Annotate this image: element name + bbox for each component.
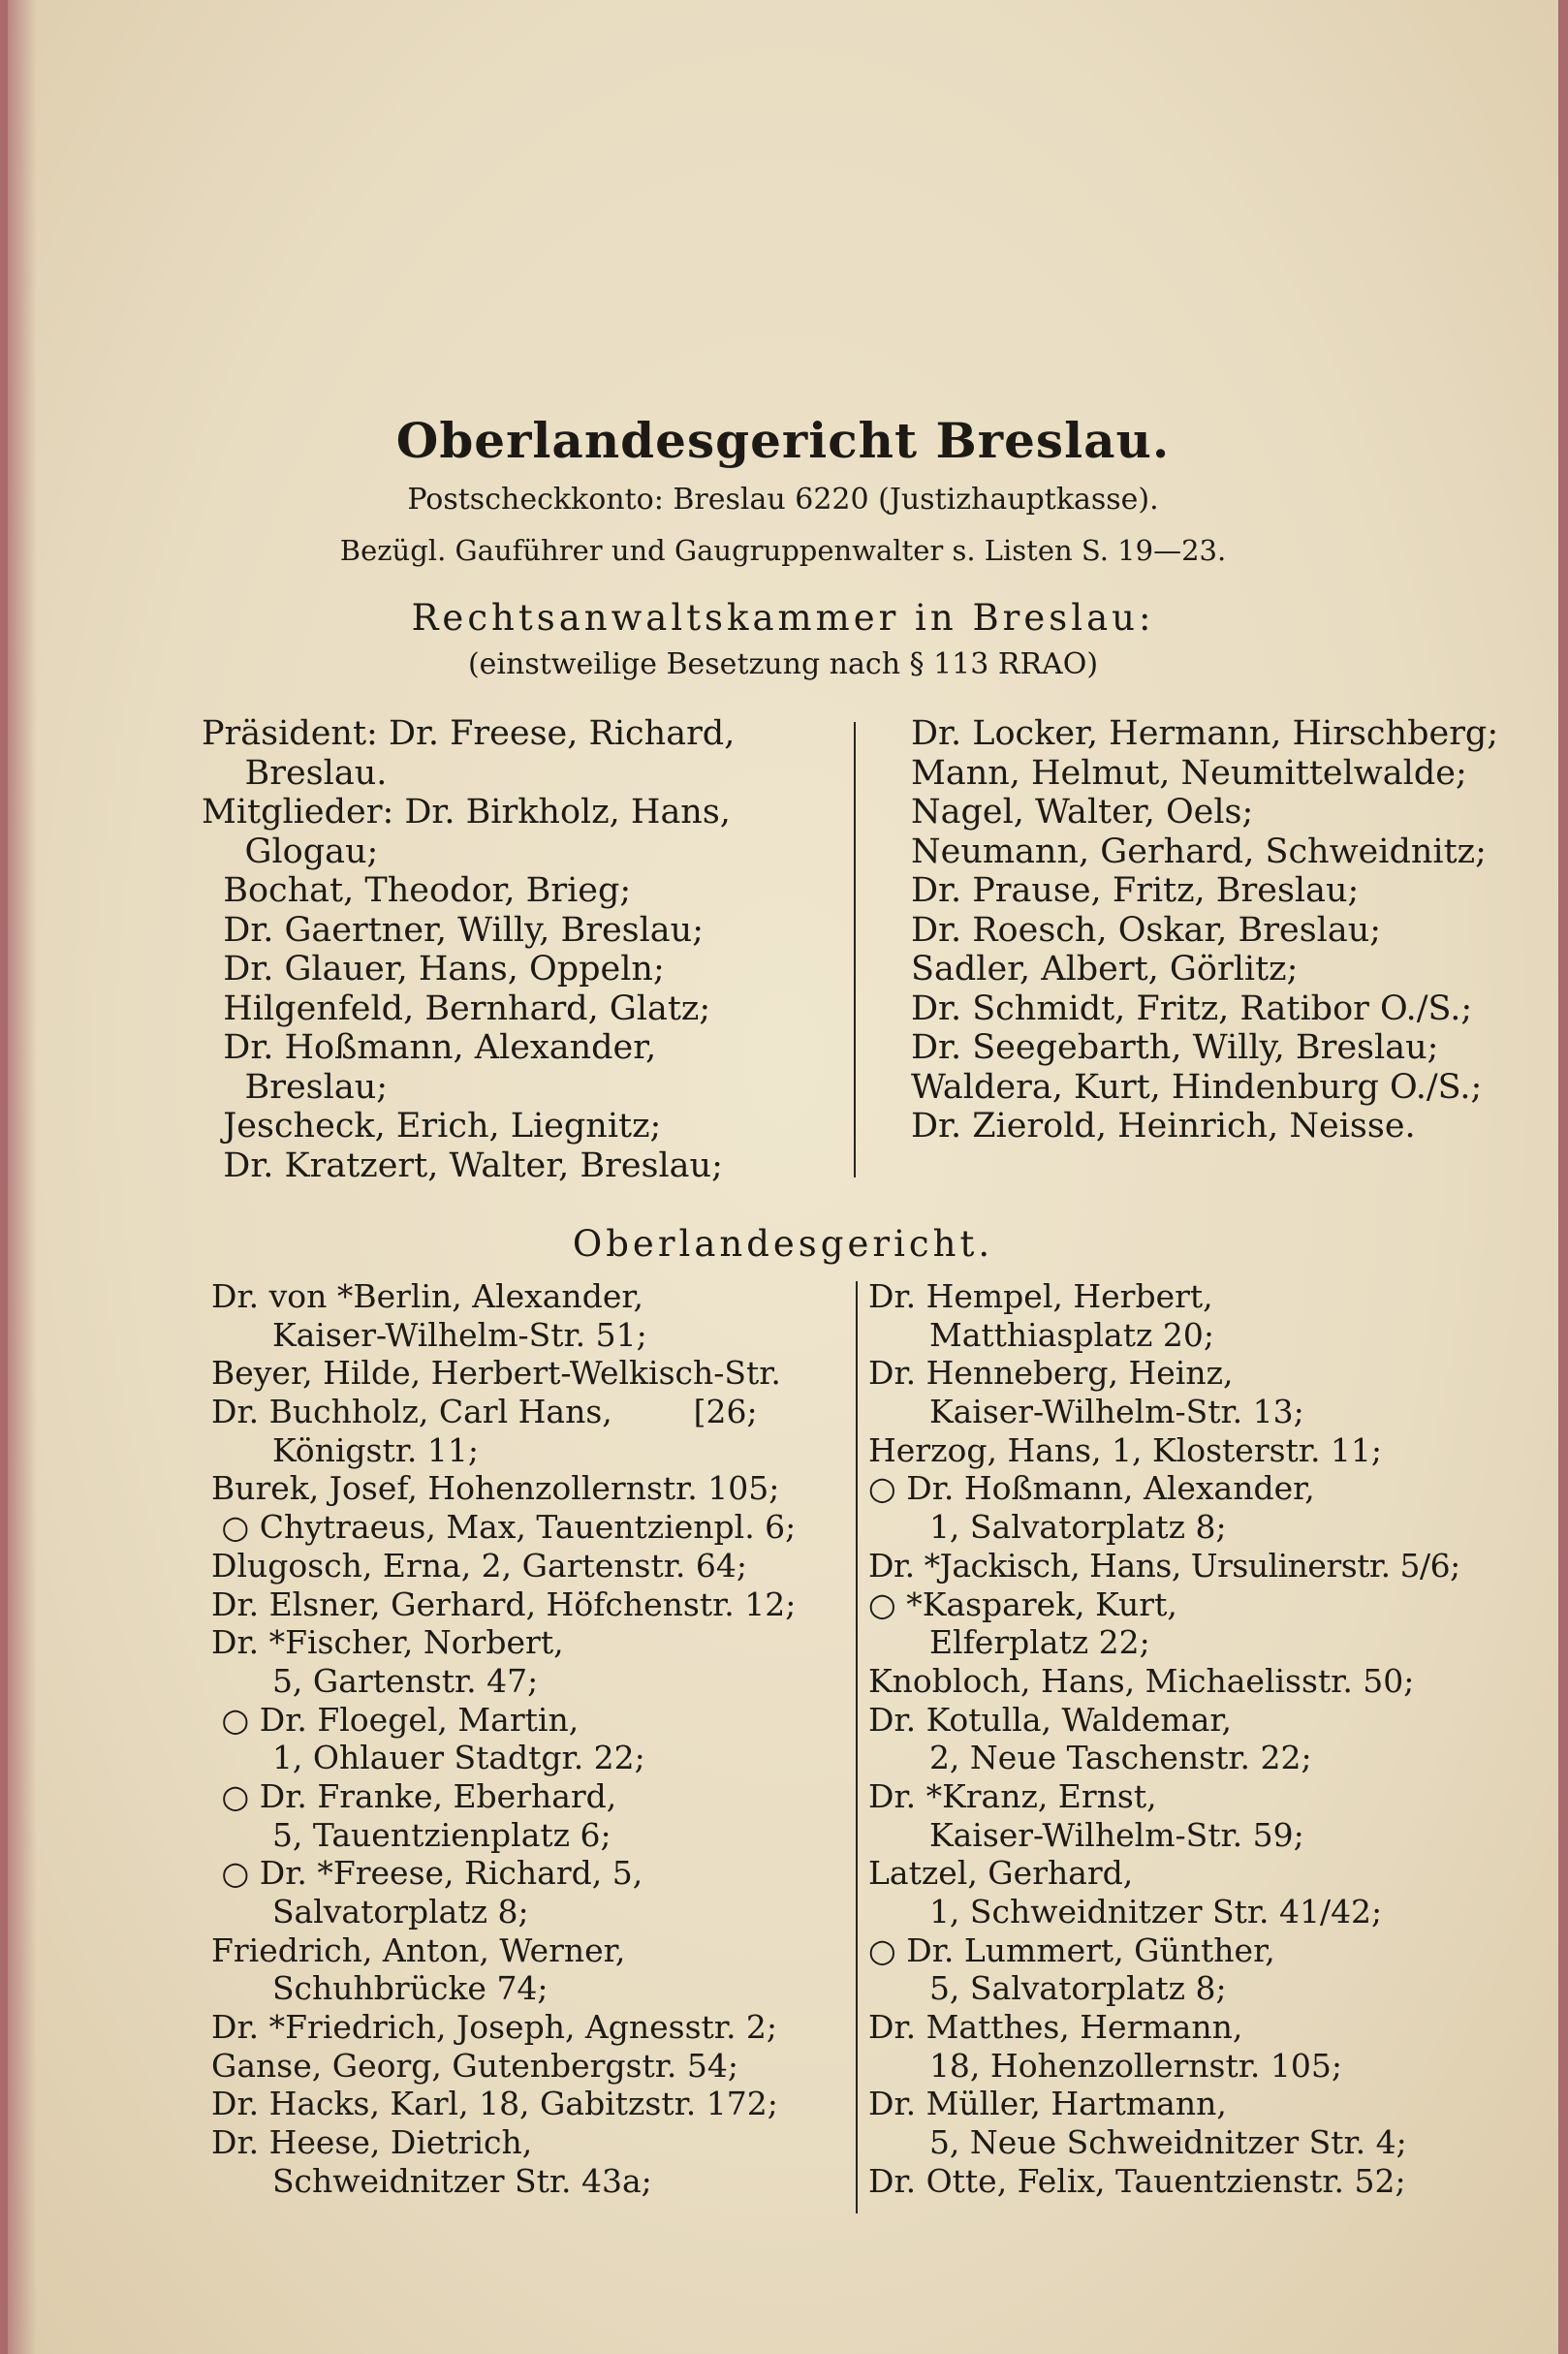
list-item: Dlugosch, Erna, 2, Gartenstr. 64; <box>211 1546 747 1585</box>
list-item: Schweidnitzer Str. 43a; <box>211 2161 652 2200</box>
list-item: Breslau. <box>202 753 388 793</box>
list-item: Neumann, Gerhard, Schweidnitz; <box>911 832 1487 871</box>
list-item: Dr. Hoßmann, Alexander, <box>202 1028 657 1067</box>
list-item: ○ Dr. Franke, Eberhard, <box>211 1776 617 1815</box>
list-item: Mitglieder: Dr. Birkholz, Hans, <box>202 793 731 832</box>
list-item: Friedrich, Anton, Werner, <box>211 1930 626 1969</box>
list-item: Dr. Locker, Hermann, Hirschberg; <box>911 714 1499 753</box>
list-item: Burek, Josef, Hohenzollernstr. 105; <box>211 1469 780 1508</box>
list-item: ○ *Kasparek, Kurt, <box>868 1585 1177 1623</box>
list-item: 5, Gartenstr. 47; <box>211 1661 539 1700</box>
chamber-column-divider <box>854 722 856 1177</box>
list-item: Bochat, Theodor, Brieg; <box>202 871 632 910</box>
court-column-divider <box>856 1281 858 2213</box>
list-item: Schuhbrücke 74; <box>211 1969 549 2008</box>
chamber-note: (einstweilige Besetzung nach § 113 RRAO) <box>467 647 1099 681</box>
chamber-heading: Rechtsanwaltskammer in Breslau: <box>411 597 1155 639</box>
list-item: 1, Ohlauer Stadtgr. 22; <box>211 1739 645 1777</box>
page-edge-shadow <box>8 0 37 2354</box>
list-item: Präsident: Dr. Freese, Richard, <box>202 714 736 753</box>
list-item: Nagel, Walter, Oels; <box>911 793 1254 832</box>
list-item: ○ Dr. Hoßmann, Alexander, <box>868 1469 1315 1508</box>
list-item: Matthiasplatz 20; <box>868 1315 1214 1354</box>
list-item: Knobloch, Hans, Michaelisstr. 50; <box>868 1661 1415 1700</box>
list-item: Dr. Henneberg, Heinz, <box>868 1354 1234 1393</box>
list-item: Dr. Roesch, Oskar, Breslau; <box>911 910 1382 950</box>
list-item: Dr. Otte, Felix, Tauentzienstr. 52; <box>868 2161 1406 2200</box>
court-heading: Oberlandesgericht. <box>572 1223 994 1265</box>
list-item: 18, Hohenzollernstr. 105; <box>868 2046 1342 2085</box>
postscheck-line: Postscheckkonto: Breslau 6220 (Justizhauptkasse). <box>407 483 1159 517</box>
list-item: Kaiser-Wilhelm-Str. 13; <box>868 1393 1304 1431</box>
reference-line: Bezügl. Gauführer und Gaugruppenwalter s. Listen S. 19—23. <box>339 534 1227 567</box>
list-item: Dr. Glauer, Hans, Oppeln; <box>202 950 665 989</box>
list-item: Kaiser-Wilhelm-Str. 51; <box>211 1315 647 1354</box>
list-item: Königstr. 11; <box>211 1430 479 1469</box>
list-item: Dr. Prause, Fritz, Breslau; <box>911 871 1360 910</box>
list-item: 2, Neue Taschenstr. 22; <box>868 1739 1312 1777</box>
book-page <box>8 0 1558 2354</box>
page-title: Oberlandesgericht Breslau. <box>395 412 1171 469</box>
court-left-column <box>211 1277 851 2201</box>
list-item: ○ Chytraeus, Max, Tauentzienpl. 6; <box>211 1508 797 1547</box>
list-item: Beyer, Hilde, Herbert-Welkisch-Str. <box>211 1354 781 1393</box>
list-item: 1, Schweidnitzer Str. 41/42; <box>868 1893 1383 1930</box>
list-item: Hilgenfeld, Bernhard, Glatz; <box>202 989 711 1028</box>
court-right-column <box>868 1277 1552 2201</box>
list-item: 5, Salvatorplatz 8; <box>868 1969 1227 2008</box>
list-item: Waldera, Kurt, Hindenburg O./S.; <box>911 1067 1483 1107</box>
list-item: Dr. *Jackisch, Hans, Ursulinerstr. 5/6; <box>868 1546 1460 1585</box>
list-item: Jescheck, Erich, Liegnitz; <box>202 1107 662 1146</box>
list-item: Dr. Gaertner, Willy, Breslau; <box>202 910 705 950</box>
list-item: Dr. *Friedrich, Joseph, Agnesstr. 2; <box>211 2008 778 2047</box>
chamber-left-column <box>202 714 846 1185</box>
list-item: Dr. Hempel, Herbert, <box>868 1277 1213 1315</box>
list-item: Ganse, Georg, Gutenbergstr. 54; <box>211 2046 739 2085</box>
list-item: Dr. Elsner, Gerhard, Höfchenstr. 12; <box>211 1585 797 1623</box>
list-item: Dr. *Fischer, Norbert, <box>211 1623 564 1662</box>
list-item: Dr. Kotulla, Waldemar, <box>868 1700 1233 1739</box>
list-item: Dr. Seegebarth, Willy, Breslau; <box>911 1028 1439 1067</box>
list-item: Mann, Helmut, Neumittelwalde; <box>911 753 1467 793</box>
list-item: Glogau; <box>202 832 379 871</box>
list-item: Dr. Schmidt, Fritz, Ratibor O./S.; <box>911 989 1473 1028</box>
list-item: Dr. Hacks, Karl, 18, Gabitzstr. 172; <box>211 2085 778 2123</box>
list-item: 5, Neue Schweidnitzer Str. 4; <box>868 2123 1407 2162</box>
list-item: Breslau; <box>202 1067 389 1107</box>
list-item: Herzog, Hans, 1, Klosterstr. 11; <box>868 1430 1383 1469</box>
list-item: Sadler, Albert, Görlitz; <box>911 950 1299 989</box>
list-item: Kaiser-Wilhelm-Str. 59; <box>868 1815 1304 1854</box>
list-item: 1, Salvatorplatz 8; <box>868 1508 1227 1547</box>
list-item: Dr. Heese, Dietrich, <box>211 2123 533 2162</box>
list-item: Dr. Zierold, Heinrich, Neisse. <box>911 1107 1416 1146</box>
list-item: Salvatorplatz 8; <box>211 1893 529 1930</box>
list-item: Dr. *Kranz, Ernst, <box>868 1776 1157 1815</box>
list-item: Dr. von *Berlin, Alexander, <box>211 1277 643 1315</box>
list-item: 5, Tauentzienplatz 6; <box>211 1815 612 1854</box>
list-item: Elferplatz 22; <box>868 1623 1150 1662</box>
list-item: Dr. Kratzert, Walter, Breslau; <box>202 1146 723 1185</box>
list-item: ○ Dr. Lummert, Günther, <box>868 1930 1275 1969</box>
list-item: Dr. Matthes, Hermann, <box>868 2008 1243 2047</box>
list-item: Dr. Buchholz, Carl Hans, [26; <box>211 1393 758 1431</box>
list-item: Latzel, Gerhard, <box>868 1854 1134 1893</box>
chamber-right-column <box>911 714 1555 1146</box>
list-item: Dr. Müller, Hartmann, <box>868 2085 1227 2123</box>
list-item: ○ Dr. *Freese, Richard, 5, <box>211 1854 643 1893</box>
list-item: ○ Dr. Floegel, Martin, <box>211 1700 580 1739</box>
